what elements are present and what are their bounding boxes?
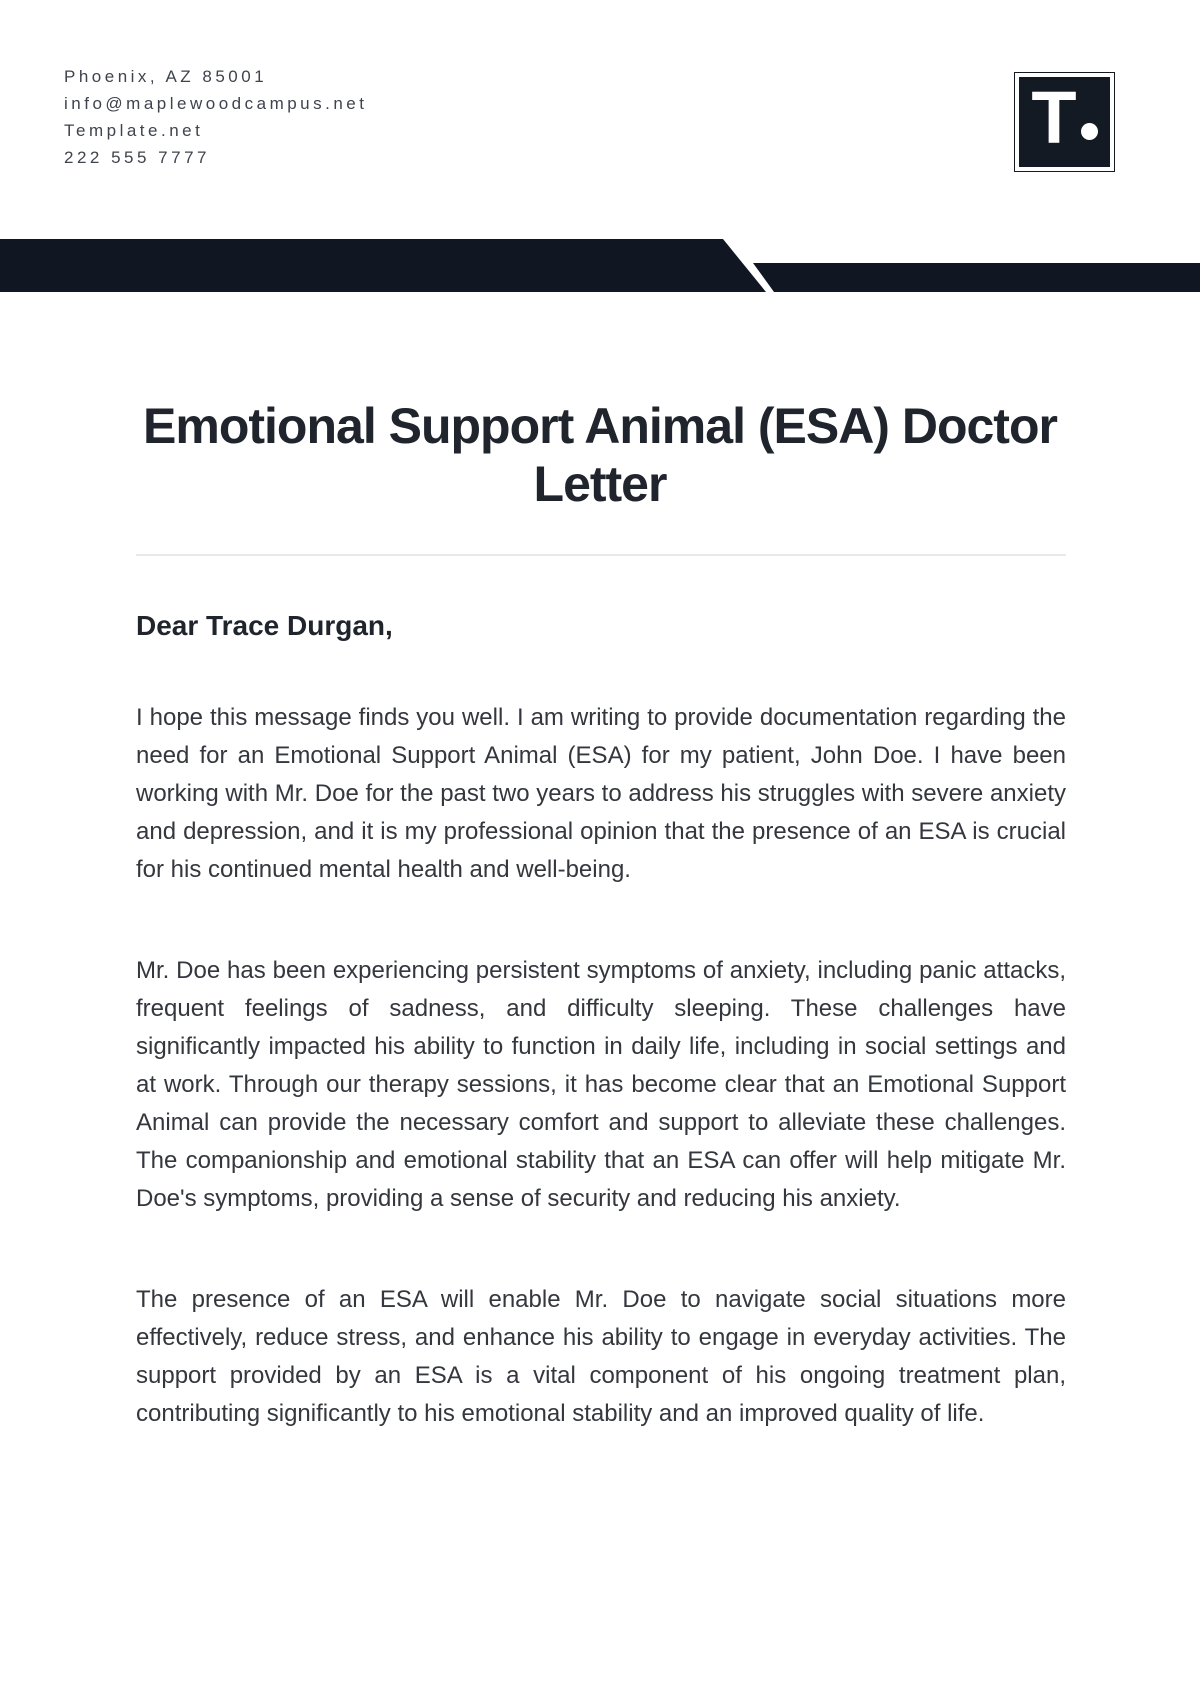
header-contact-block (64, 63, 368, 171)
letter-paragraph-2: Mr. Doe has been experiencing persistent symptoms of anxiety, including panic attacks, frequent feelings of sadness, and difficulty sleeping. These challenges have significantly impacted his ability to function in daily life, including in social settings and at work. Through our therapy sessions, it has become clear that an Emotional Support Animal can provide the necessary comfort and support to alleviate these challenges. The companionship and emotional stability that an ESA can offer will help mitigate Mr. Doe's symptoms, providing a sense of security and reducing his anxiety. (136, 957, 1066, 1212)
letter-paragraph-1: I hope this message finds you well. I am writing to provide documentation regarding the need for an Emotional Support Animal (ESA) for my patient, John Doe. I have been working with Mr. Doe for the past two years to address his struggles with severe anxiety and depression, and it is my professional opinion that the presence of an ESA is crucial for his continued mental health and well-being. (136, 704, 1066, 883)
template-logo-square (1019, 77, 1110, 167)
title-divider (136, 554, 1066, 556)
template-logo (1014, 72, 1115, 172)
banner-stripe-left (0, 239, 766, 292)
contact-line-phone: 222 555 7777 (64, 148, 210, 167)
banner-stripe-right (753, 263, 1200, 292)
page-title (0, 397, 1200, 513)
letter-paragraph-3: The presence of an ESA will enable Mr. Doe to navigate social situations more effectively, reduce stress, and enhance his ability to engage in everyday activities. The support provided by an ESA is a vital component of his ongoing treatment plan, contributing significantly to his emotional stability and an improved quality of life. (136, 1286, 1066, 1427)
contact-line-email: info@maplewoodcampus.net (64, 94, 368, 113)
salutation: Dear Trace Durgan, (136, 610, 393, 641)
page-title-line-1: Emotional Support Animal (ESA) Doctor (143, 398, 1057, 454)
letter-body (136, 607, 1066, 1496)
page-title-line-2: Letter (533, 456, 667, 512)
contact-line-website: Template.net (64, 121, 204, 140)
logo-dot-icon (1081, 123, 1098, 140)
logo-letter-t: T (1031, 76, 1077, 159)
contact-line-address: Phoenix, AZ 85001 (64, 67, 268, 86)
